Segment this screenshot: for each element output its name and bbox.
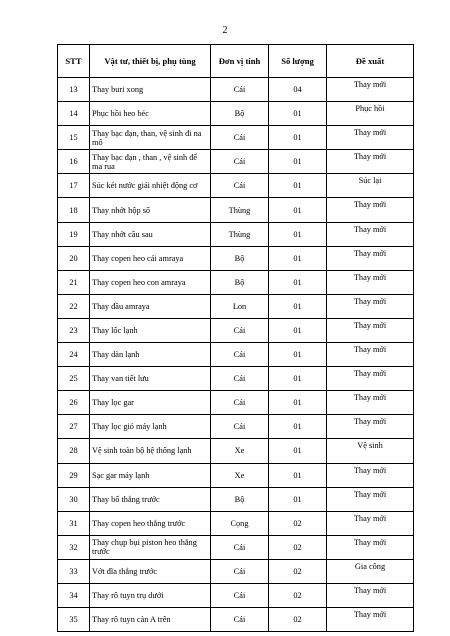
cell-item: Thay rô tuyn trụ dưới [90, 583, 211, 607]
cell-proposal: Thay mới [327, 415, 414, 439]
cell-stt: 14 [58, 102, 90, 126]
cell-stt: 21 [58, 270, 90, 294]
cell-unit: Cái [211, 608, 269, 632]
table-row [58, 415, 414, 439]
cell-qty: 01 [269, 487, 327, 511]
cell-unit: Cái [211, 415, 269, 439]
cell-unit: Xe [211, 463, 269, 487]
cell-unit: Bộ [211, 270, 269, 294]
cell-item: Thay van tiết lưu [90, 367, 211, 391]
table-body [58, 78, 414, 632]
header-unit: Đơn vị tính [211, 45, 269, 78]
cell-stt: 27 [58, 415, 90, 439]
cell-stt: 29 [58, 463, 90, 487]
cell-item: Súc két nước giải nhiệt động cơ [90, 174, 211, 198]
cell-qty: 02 [269, 608, 327, 632]
table-row [58, 78, 414, 102]
table-row [58, 487, 414, 511]
cell-stt: 32 [58, 535, 90, 559]
cell-proposal: Phục hồi [327, 102, 414, 126]
table-row [58, 391, 414, 415]
cell-proposal: Súc lại [327, 174, 414, 198]
cell-stt: 24 [58, 343, 90, 367]
cell-unit: Lon [211, 294, 269, 318]
cell-qty: 01 [269, 150, 327, 174]
page-number: 2 [222, 25, 228, 36]
table-row [58, 198, 414, 222]
cell-unit: Cái [211, 559, 269, 583]
cell-stt: 20 [58, 246, 90, 270]
table-row [58, 126, 414, 150]
cell-unit: Bộ [211, 246, 269, 270]
cell-proposal: Thay mới [327, 222, 414, 246]
table-row [58, 102, 414, 126]
cell-stt: 23 [58, 318, 90, 342]
cell-item: Thay bạc đạn, than, vệ sinh đi na mô [90, 126, 211, 150]
cell-proposal: Thay mới [327, 246, 414, 270]
cell-qty: 01 [269, 102, 327, 126]
cell-unit: Cái [211, 343, 269, 367]
cell-item: Thay bạc đạn , than , vệ sinh để ma rua [90, 150, 211, 174]
cell-qty: 01 [269, 246, 327, 270]
table-row [58, 174, 414, 198]
cell-item: Thay dàn lạnh [90, 343, 211, 367]
cell-proposal: Thay mới [327, 535, 414, 559]
cell-qty: 02 [269, 511, 327, 535]
cell-proposal: Thay mới [327, 608, 414, 632]
table-row [58, 294, 414, 318]
cell-qty: 02 [269, 583, 327, 607]
cell-stt: 25 [58, 367, 90, 391]
cell-stt: 18 [58, 198, 90, 222]
cell-qty: 01 [269, 343, 327, 367]
cell-proposal: Thay mới [327, 126, 414, 150]
cell-proposal: Gia công [327, 559, 414, 583]
table-row [58, 439, 414, 463]
cell-item: Vệ sinh toàn bộ hệ thống lạnh [90, 439, 211, 463]
cell-proposal: Thay mới [327, 318, 414, 342]
table-row [58, 246, 414, 270]
cell-stt: 13 [58, 78, 90, 102]
cell-item: Sạc gar máy lạnh [90, 463, 211, 487]
header-proposal: Đề xuất [327, 45, 414, 78]
cell-qty: 01 [269, 222, 327, 246]
cell-proposal: Thay mới [327, 150, 414, 174]
cell-proposal: Thay mới [327, 270, 414, 294]
table-header [58, 45, 414, 78]
cell-unit: Thùng [211, 198, 269, 222]
table-row [58, 608, 414, 632]
table-row [58, 222, 414, 246]
cell-unit: Bộ [211, 102, 269, 126]
cell-proposal: Thay mới [327, 198, 414, 222]
cell-unit: Cái [211, 535, 269, 559]
table-row [58, 150, 414, 174]
cell-stt: 31 [58, 511, 90, 535]
cell-item: Thay đầu amraya [90, 294, 211, 318]
cell-stt: 33 [58, 559, 90, 583]
cell-item: Thay copen heo cái amraya [90, 246, 211, 270]
cell-qty: 02 [269, 535, 327, 559]
cell-item: Thay buri xong [90, 78, 211, 102]
header-qty: Số lượng [269, 45, 327, 78]
table-row [58, 511, 414, 535]
cell-item: Phục hồi heo béc [90, 102, 211, 126]
table-row [58, 367, 414, 391]
table-row [58, 463, 414, 487]
cell-unit: Cái [211, 583, 269, 607]
cell-qty: 04 [269, 78, 327, 102]
cell-stt: 34 [58, 583, 90, 607]
cell-item: Thay lốc lạnh [90, 318, 211, 342]
cell-stt: 19 [58, 222, 90, 246]
header-row [58, 45, 414, 78]
table-row [58, 559, 414, 583]
cell-qty: 01 [269, 174, 327, 198]
cell-item: Thay copen heo con amraya [90, 270, 211, 294]
cell-item: Thay copen heo thắng trước [90, 511, 211, 535]
cell-qty: 02 [269, 559, 327, 583]
cell-proposal: Thay mới [327, 487, 414, 511]
table-row [58, 343, 414, 367]
cell-unit: Cái [211, 174, 269, 198]
cell-unit: Cọng [211, 511, 269, 535]
cell-qty: 01 [269, 198, 327, 222]
header-item: Vật tư, thiết bị, phụ tùng [90, 45, 211, 78]
cell-proposal: Thay mới [327, 391, 414, 415]
cell-item: Thay bố thắng trước [90, 487, 211, 511]
cell-item: Thay nhớt hộp số [90, 198, 211, 222]
cell-proposal: Thay mới [327, 511, 414, 535]
cell-unit: Cái [211, 391, 269, 415]
cell-qty: 01 [269, 439, 327, 463]
cell-item: Thay lọc gar [90, 391, 211, 415]
header-stt: STT [58, 45, 90, 78]
cell-item: Thay lọc gió máy lạnh [90, 415, 211, 439]
cell-unit: Thùng [211, 222, 269, 246]
cell-proposal: Vệ sinh [327, 439, 414, 463]
cell-qty: 01 [269, 367, 327, 391]
cell-unit: Cái [211, 78, 269, 102]
cell-item: Thay rô tuyn càn A trên [90, 608, 211, 632]
cell-stt: 22 [58, 294, 90, 318]
cell-proposal: Thay mới [327, 463, 414, 487]
table-row [58, 270, 414, 294]
cell-stt: 15 [58, 126, 90, 150]
cell-qty: 01 [269, 415, 327, 439]
cell-stt: 35 [58, 608, 90, 632]
cell-stt: 17 [58, 174, 90, 198]
cell-unit: Xe [211, 439, 269, 463]
cell-qty: 01 [269, 463, 327, 487]
cell-proposal: Thay mới [327, 78, 414, 102]
parts-table [57, 44, 414, 632]
cell-qty: 01 [269, 294, 327, 318]
cell-qty: 01 [269, 318, 327, 342]
cell-item: Thay chụp bụi piston heo thắng trước [90, 535, 211, 559]
table-row [58, 535, 414, 559]
cell-stt: 16 [58, 150, 90, 174]
cell-item: Thay nhớt cầu sau [90, 222, 211, 246]
cell-proposal: Thay mới [327, 294, 414, 318]
cell-unit: Cái [211, 367, 269, 391]
cell-unit: Bộ [211, 487, 269, 511]
cell-stt: 26 [58, 391, 90, 415]
cell-stt: 28 [58, 439, 90, 463]
cell-proposal: Thay mới [327, 583, 414, 607]
cell-proposal: Thay mới [327, 343, 414, 367]
cell-unit: Cái [211, 150, 269, 174]
cell-unit: Cái [211, 318, 269, 342]
cell-qty: 01 [269, 126, 327, 150]
cell-proposal: Thay mới [327, 367, 414, 391]
table-row [58, 583, 414, 607]
cell-qty: 01 [269, 391, 327, 415]
table-row [58, 318, 414, 342]
cell-item: Vớt đĩa thắng trước [90, 559, 211, 583]
cell-stt: 30 [58, 487, 90, 511]
cell-unit: Cái [211, 126, 269, 150]
cell-qty: 01 [269, 270, 327, 294]
